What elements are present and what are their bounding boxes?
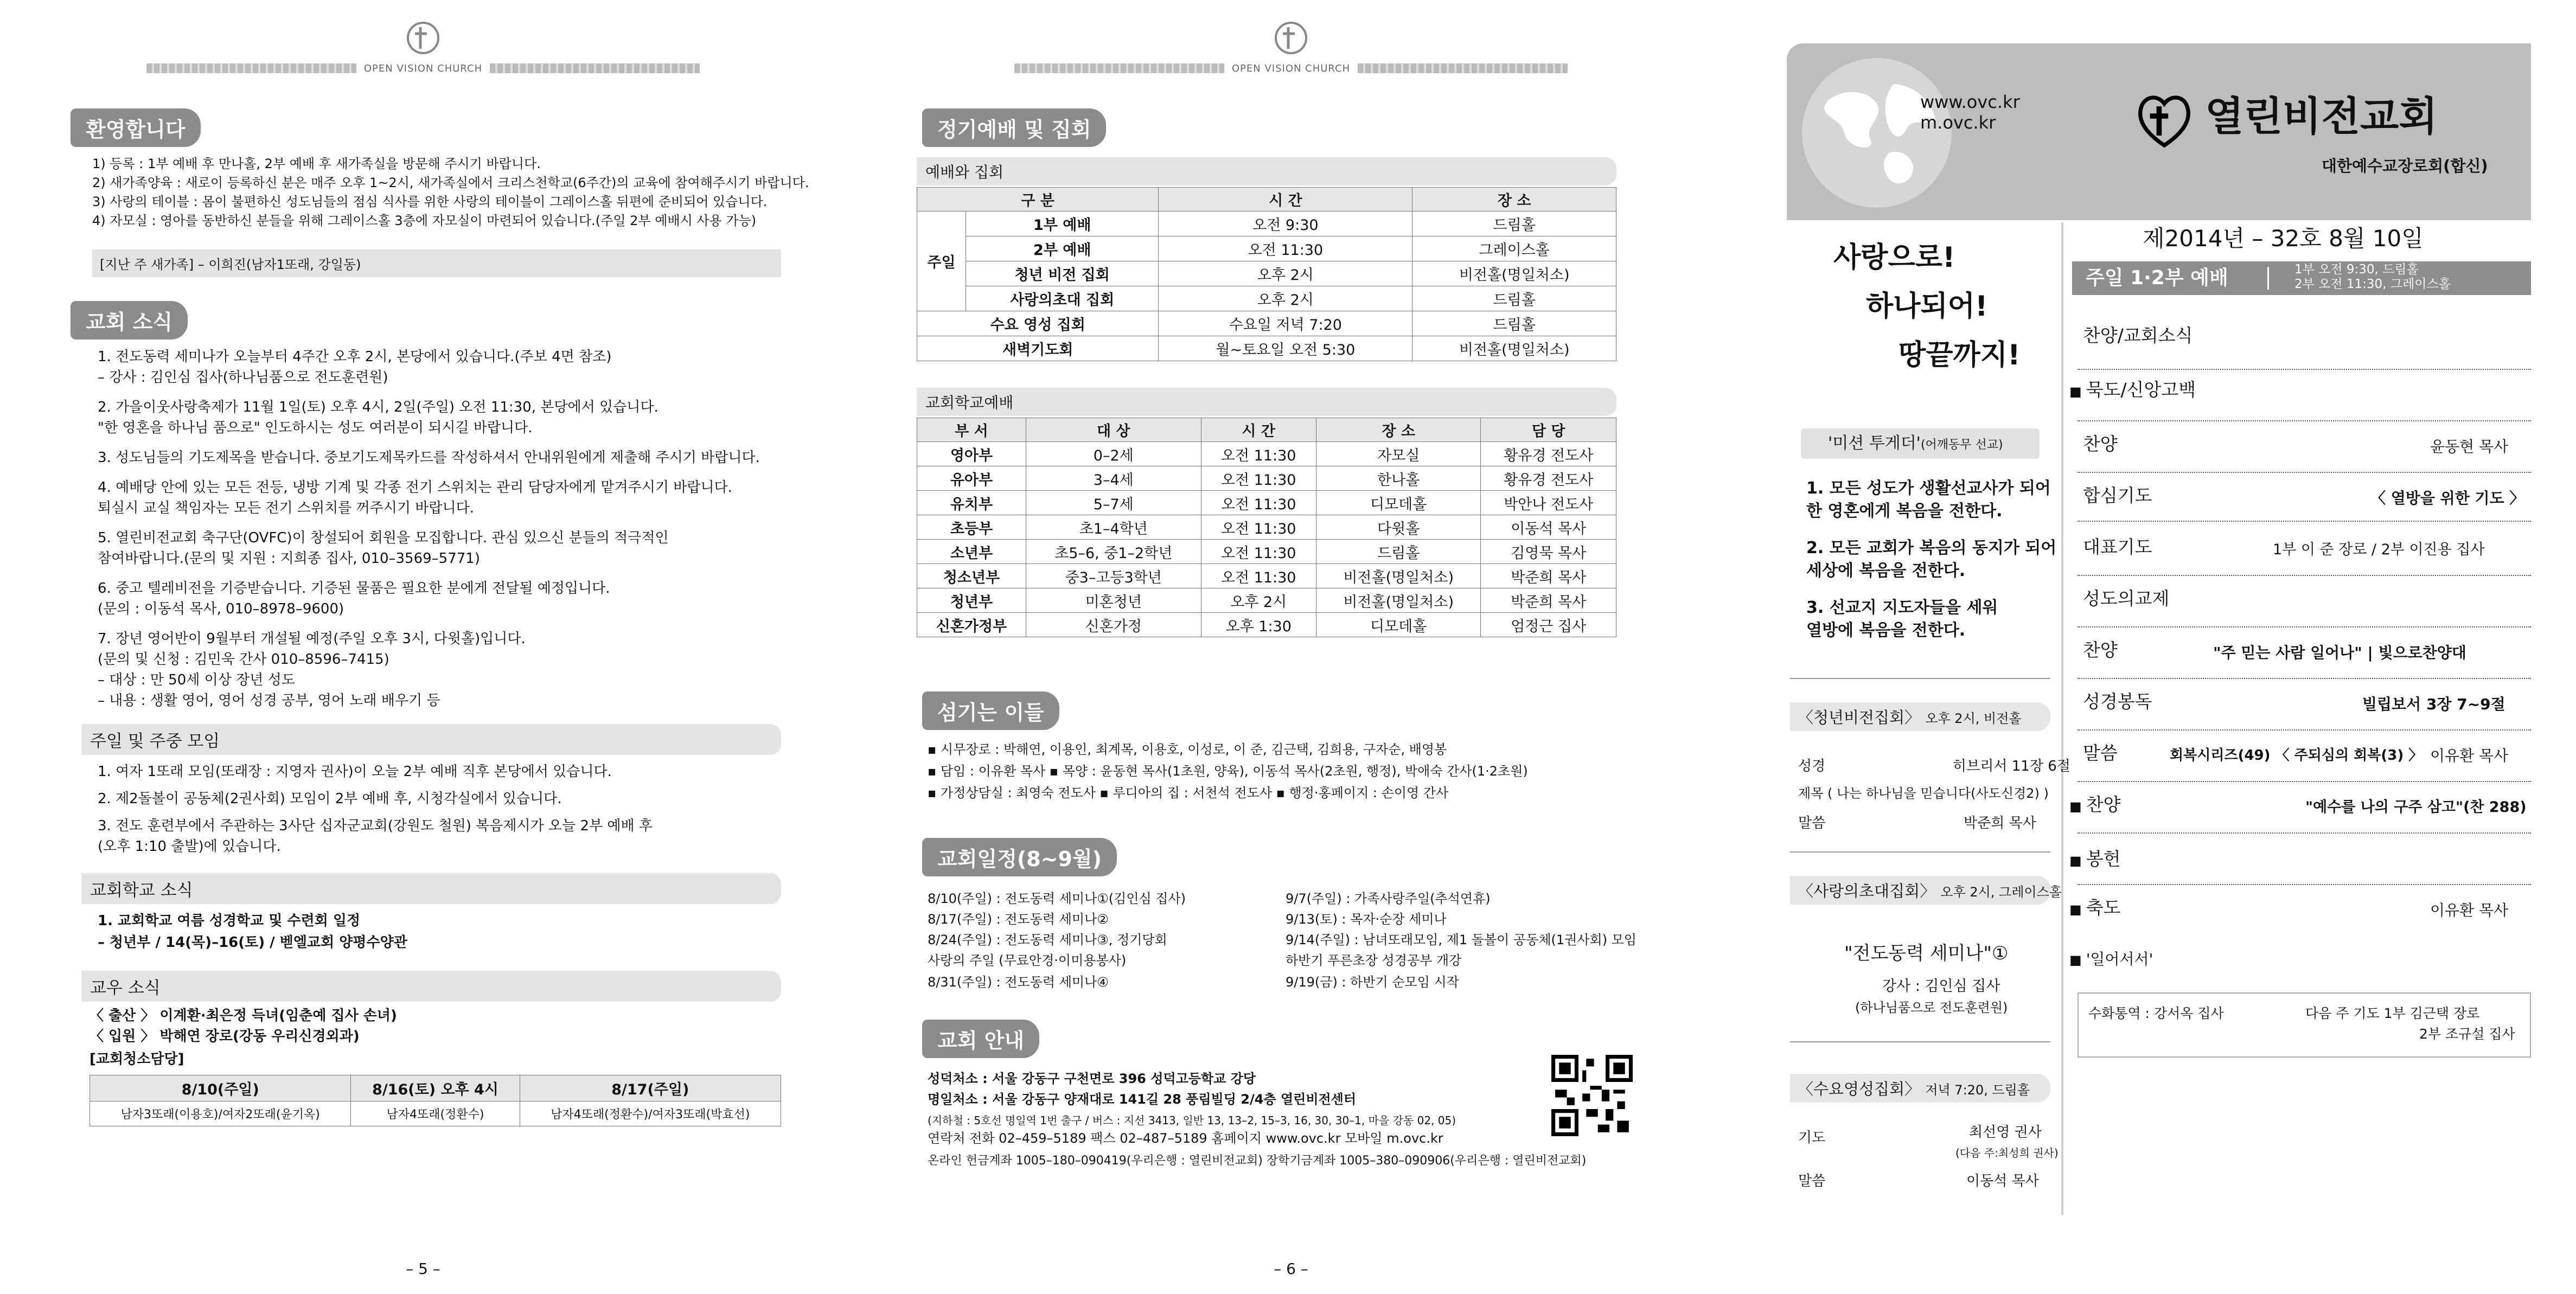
mission-line: 한 영혼에게 복음을 전한다.: [1806, 502, 2003, 521]
school-table: [917, 418, 1616, 637]
mission-title: [1828, 433, 2003, 455]
page-header: [868, 14, 1714, 79]
order-item: 합심기도: [2083, 485, 2152, 506]
new-family-box: [지난 주 새가족] – 이희진(남자1또래, 강일동): [92, 249, 781, 277]
divider: [1790, 678, 2050, 679]
order-divider: [2078, 472, 2531, 473]
school-cell: 오후 2시: [1201, 588, 1316, 613]
news-line: "한 영혼을 하나님 품으로" 인도하시는 성도 여러분이 되시길 바랍니다.: [98, 420, 533, 436]
welcome-line: 1) 등록 : 1부 예배 후 만나홀, 2부 예배 후 새가족실을 방문해 주시기 바랍니다.: [92, 156, 541, 171]
youth-value: 박준희 목사: [1964, 815, 2036, 831]
servant-line: ▪ 가정상담실 : 최영숙 전도사 ▪ 루디아의 집 : 서천석 전도사 ▪ 행정·홍페이지 : 손이영 간사: [928, 785, 1449, 800]
worship-place: 비전홀(명일처소): [1412, 261, 1616, 286]
order-item: 찬양: [2083, 639, 2118, 661]
vertical-divider: [2061, 222, 2063, 1215]
school-cell: 다윗홀: [1316, 515, 1481, 540]
school-cell: 오전 11:30: [1201, 564, 1316, 588]
guide-line: 명일처소 : 서울 강동구 양재대로 141길 28 풍림빌딩 2/4층 열린비전센터: [928, 1092, 1357, 1107]
order-item: 성도의교제: [2083, 588, 2170, 609]
page-number: – 5 –: [406, 1260, 440, 1278]
order-divider: [2078, 781, 2531, 782]
service-divider: [2267, 267, 2269, 290]
news-line: (문의 및 신청 : 김민욱 간사 010–8596–7415): [98, 651, 389, 668]
church-logo-icon: [404, 19, 442, 57]
order-divider: [2078, 729, 2531, 731]
worship-table: [917, 187, 1616, 361]
issue-number: 제2014년 – 32호 8월 10일: [2143, 225, 2424, 252]
order-middle: "주 믿는 사람 일어나" | 빛으로찬양대: [2213, 644, 2466, 662]
youth-key: 제목 ( 나는 하나님을 믿습니다(사도신경2) ): [1798, 786, 2049, 801]
news-line: 1. 전도동력 세미나가 오늘부터 4주간 오후 2시, 본당에서 있습니다.(주보 4면 참조): [98, 349, 612, 365]
love-org: (하나님품으로 전도훈련원): [1855, 1000, 2008, 1015]
youth-value: 히브리서 11장 6절: [1953, 758, 2070, 774]
order-divider: [2078, 369, 2531, 370]
church-logo-icon: [1272, 19, 1310, 57]
section-title-news: 교회 소식: [71, 301, 188, 339]
mission-line: 1. 모든 성도가 생활선교사가 되어: [1806, 479, 2051, 498]
section-title-school: 교회학교 소식: [81, 873, 781, 904]
wednesday-title: 〈수요영성집회〉: [1798, 1080, 1921, 1098]
school-head: 시 간: [1201, 418, 1316, 442]
order-divider: [2078, 521, 2531, 522]
worship-time: 오전 11:30: [1159, 236, 1412, 261]
divider: [1790, 1041, 2050, 1042]
worship-time: 오전 9:30: [1159, 212, 1412, 236]
order-value: "예수를 나의 구주 삼고"(찬 288): [2305, 799, 2527, 816]
school-cell: 오전 11:30: [1201, 515, 1316, 540]
wednesday-header: [1790, 1074, 2050, 1103]
order-value: 빌립보서 3장 7~9절: [2362, 695, 2505, 713]
order-item: ■ 봉헌: [2069, 849, 2120, 871]
school-cell: 오전 11:30: [1201, 540, 1316, 564]
schedule-right-line: 9/14(주일) : 남녀또래모임, 제1 돌볼이 공동체(1권사회) 모임: [1286, 932, 1637, 947]
welcome-line: 3) 사랑의 테이블 : 몸이 불편하신 성도님들의 점심 식사를 위한 사랑의 테이블이 그레이스홀 뒤편에 준비되어 있습니다.: [92, 194, 768, 209]
section-title-worship: 정기예배 및 집회: [922, 108, 1106, 147]
worship-subtitle: 예배와 집회: [917, 157, 1616, 185]
clean-head: 8/17(주일): [520, 1075, 781, 1101]
love-message: "전도동력 세미나"①: [1844, 943, 2009, 964]
mobile-url[interactable]: m.ovc.kr: [1920, 112, 1996, 133]
slogan-line: 사랑으로!: [1833, 241, 1955, 274]
school-cell: 디모데홀: [1316, 613, 1481, 637]
church-name: 열린비전교회: [2205, 93, 2438, 140]
school-line: 1. 교회학교 여름 성경학교 및 수련회 일정: [98, 913, 361, 929]
wednesday-word-key: 말씀: [1798, 1173, 1826, 1189]
school-cell: 오전 11:30: [1201, 466, 1316, 491]
youth-key: 성경: [1798, 758, 1826, 774]
love-header: [1790, 876, 2062, 905]
weekday-line: (오후 1:10 출발)에 있습니다.: [98, 838, 281, 855]
guide-line: 연락처 전화 02–459–5189 팩스 02–487–5189 홈페이지 www.ovc.kr 모바일 m.ovc.kr: [928, 1131, 1443, 1146]
mission-title-text: '미션 투게더': [1828, 434, 1921, 453]
mission-subtitle: (어깨동무 선교): [1920, 438, 2003, 452]
school-cell: 디모데홀: [1316, 491, 1481, 515]
welcome-line: 2) 새가족양육 : 새로이 등록하신 분은 매주 오후 1~2시, 새가족실에서 크리스천학교(6주간)의 교육에 참여해주시기 바랍니다.: [92, 175, 809, 190]
school-cell: 김영묵 목사: [1481, 540, 1616, 564]
clean-cell: 남자4또래(정환수): [351, 1101, 520, 1126]
school-cell: 초1–4학년: [1026, 515, 1201, 540]
wednesday-pray-value: 최선영 권사: [1969, 1124, 2042, 1141]
news-line: 3. 성도님들의 기도제목을 받습니다. 중보기도제목카드를 작성하셔서 안내위원에게 제출해 주시기 바랍니다.: [98, 450, 760, 466]
school-head: 부 서: [917, 418, 1026, 442]
mission-line: 열방에 복음을 전한다.: [1806, 621, 1966, 640]
wednesday-pray-note: (다음 주:최성희 권사): [1955, 1146, 2059, 1160]
mission-line: 세상에 복음을 전한다.: [1806, 561, 1966, 580]
school-cell: 엄정근 집사: [1481, 613, 1616, 637]
schedule-right-line: 9/13(토) : 목자·순장 세미나: [1286, 912, 1447, 927]
worship-name: 1부 예배: [966, 212, 1159, 236]
order-item: ■ 축도: [2069, 898, 2120, 920]
school-cell: 5–7세: [1026, 491, 1201, 515]
slogan-line: 하나되어!: [1866, 290, 1988, 323]
order-value: 1부 이 준 장로 / 2부 이진용 집사: [2273, 541, 2485, 558]
guide-line: (지하철 : 5호선 명일역 1번 출구 / 버스 : 지선 3413, 일반 13, 13–2, 15–3, 16, 30, 30–1, 마을 강동 02, 05): [928, 1114, 1456, 1127]
youth-key: 말씀: [1798, 815, 1826, 831]
wednesday-pray-key: 기도: [1798, 1130, 1826, 1146]
love-title: 〈사랑의초대집회〉: [1798, 882, 1936, 900]
order-item: 찬양: [2083, 433, 2118, 454]
school-cell: 0–2세: [1026, 442, 1201, 466]
school-cell: 미혼청년: [1026, 588, 1201, 613]
school-cell: 초등부: [917, 515, 1026, 540]
page-number: – 6 –: [1274, 1260, 1308, 1278]
news-line: – 강사 : 김인심 집사(하나님품으로 전도훈련원): [98, 369, 388, 386]
worship-place: 드림홀: [1412, 212, 1616, 236]
order-value: 〈 열방을 위한 기도 〉: [2370, 489, 2525, 507]
member-line: 〈 입원 〉 박해연 장로(강동 우리신경외과): [90, 1028, 360, 1045]
worship-name: 수요 영성 집회: [917, 311, 1159, 336]
youth-time: 오후 2시, 비전홀: [1925, 711, 2022, 726]
youth-title: 〈청년비전집회〉: [1798, 708, 1921, 727]
weekday-line: 3. 전도 훈련부에서 주관하는 3사단 십자군교회(강원도 철원) 복음제시가 오늘 2부 예배 후: [98, 818, 653, 834]
section-title-weekday: 주일 및 주중 모임: [81, 724, 781, 755]
school-cell: 유아부: [917, 466, 1026, 491]
service-time-1: 1부 오전 9:30, 드림홀: [2294, 262, 2419, 277]
clean-head: 8/16(토) 오후 4시: [351, 1075, 520, 1101]
section-title-servants: 섬기는 이들: [922, 691, 1059, 730]
mission-line: 3. 선교지 지도자들을 세워: [1806, 598, 1998, 617]
header-church-name: OPEN VISION CHURCH: [1231, 62, 1351, 74]
school-cell: 소년부: [917, 540, 1026, 564]
worship-time: 수요일 저녁 7:20: [1159, 311, 1412, 336]
servant-line: ▪ 시무장로 : 박해연, 이용인, 최계목, 이용호, 이성로, 이 준, 김근택, 김희용, 구자순, 배영봉: [928, 742, 1447, 757]
school-cell: 청소년부: [917, 564, 1026, 588]
school-cell: 초5–6, 중1–2학년: [1026, 540, 1201, 564]
school-cell: 황유경 전도사: [1481, 466, 1616, 491]
school-cell: 이동석 목사: [1481, 515, 1616, 540]
worship-head: 장 소: [1412, 188, 1616, 212]
news-line: 4. 예배당 안에 있는 모든 전등, 냉방 기계 및 각종 전기 스위치는 관리 담당자에게 맡겨주시기 바랍니다.: [98, 479, 732, 496]
school-cell: 비전홀(명일처소): [1316, 564, 1481, 588]
service-time-2: 2부 오전 11:30, 그레이스홀: [2294, 277, 2451, 291]
school-cell: 드림홀: [1316, 540, 1481, 564]
news-line: 퇴실시 교실 책임자는 모든 전기 스위치를 꺼주시기 바랍니다.: [98, 500, 475, 516]
school-head: 장 소: [1316, 418, 1481, 442]
section-title-schedule: 교회일정(8~9월): [922, 838, 1117, 876]
school-cell: 유치부: [917, 491, 1026, 515]
news-line: – 내용 : 생활 영어, 영어 성경 공부, 영어 노래 배우기 등: [98, 693, 440, 709]
header-church-name: OPEN VISION CHURCH: [363, 62, 483, 74]
news-line: – 대상 : 만 50세 이상 장년 성도: [98, 672, 295, 688]
order-item: ■ '일어서서': [2069, 949, 2153, 970]
order-divider: [2078, 678, 2531, 679]
worship-time: 오후 2시: [1159, 286, 1412, 311]
school-cell: 영아부: [917, 442, 1026, 466]
divider: [1790, 851, 2050, 853]
worship-place: 드림홀: [1412, 286, 1616, 311]
clean-head: 8/10(주일): [90, 1075, 351, 1101]
qr-code-icon: [1551, 1055, 1633, 1136]
schedule-left-line: 8/10(주일) : 전도동력 세미나①(김인심 집사): [928, 891, 1186, 906]
school-cell: 청년부: [917, 588, 1026, 613]
schedule-left-line: 사랑의 주일 (무료안경·이미용봉사): [928, 953, 1127, 968]
service-label: 주일 1·2부 예배: [2086, 267, 2228, 289]
school-cell: 3–4세: [1026, 466, 1201, 491]
youth-header: [1790, 702, 2050, 731]
worship-name: 새벽기도회: [917, 336, 1159, 361]
clean-title: [교회청소담당]: [90, 1051, 184, 1067]
news-line: 6. 중고 텔레비전을 기증받습니다. 기증된 물품은 필요한 분에게 전달될 예정입니다.: [98, 580, 610, 597]
order-middle: 회복시리즈(49) 〈 주되심의 회복(3) 〉: [2170, 747, 2423, 764]
order-divider: [2078, 884, 2531, 885]
order-divider: [2078, 420, 2531, 421]
school-worship-subtitle: 교회학교예배: [917, 388, 1616, 416]
schedule-right-line: 9/19(금) : 하반기 순모임 시작: [1286, 975, 1459, 990]
school-line: – 청년부 / 14(목)–16(토) / 벧엘교회 양평수양관: [98, 934, 407, 951]
order-divider: [2078, 626, 2531, 627]
school-cell: 오후 1:30: [1201, 613, 1316, 637]
worship-place: 비전홀(명일처소): [1412, 336, 1616, 361]
worship-time: 오후 2시: [1159, 261, 1412, 286]
schedule-right-line: 9/7(주일) : 가족사랑주일(추석연휴): [1286, 891, 1491, 906]
schedule-left-line: 8/17(주일) : 전도동력 세미나②: [928, 912, 1109, 927]
order-value: 윤동현 목사: [2430, 438, 2509, 456]
worship-name: 사랑의초대 집회: [966, 286, 1159, 311]
wednesday-time: 저녁 7:20, 드림홀: [1925, 1082, 2030, 1098]
order-item: 찬양/교회소식: [2083, 325, 2193, 346]
order-value: 이유환 목사: [2430, 901, 2509, 919]
news-line: 7. 장년 영어반이 9월부터 개설될 예정(주일 오후 3시, 다윗홀)입니다.: [98, 631, 526, 647]
school-cell: 오전 11:30: [1201, 442, 1316, 466]
worship-head: 시 간: [1159, 188, 1412, 212]
school-cell: 황유경 전도사: [1481, 442, 1616, 466]
order-divider: [2078, 832, 2531, 834]
sunday-label: 주일: [917, 212, 966, 311]
worship-place: 그레이스홀: [1412, 236, 1616, 261]
order-item: 말씀: [2083, 742, 2118, 764]
schedule-right-line: 하반기 푸른초장 성경공부 개강: [1286, 953, 1462, 968]
love-time: 오후 2시, 그레이스홀: [1940, 885, 2062, 900]
member-line: 〈 출산 〉 이계환·최은정 득녀(임춘예 집사 손녀): [90, 1008, 397, 1024]
page-5: [0, 0, 846, 1294]
section-title-member: 교우 소식: [81, 971, 781, 1002]
section-title-guide: 교회 안내: [922, 1020, 1039, 1058]
worship-name: 2부 예배: [966, 236, 1159, 261]
weekday-line: 1. 여자 1또래 모임(또래장 : 지영자 권사)이 오늘 2부 예배 직후 본당에서 있습니다.: [98, 764, 612, 780]
order-item: ■ 찬양: [2069, 795, 2120, 817]
mission-line: 2. 모든 교회가 복음의 동지가 되어: [1806, 539, 2057, 558]
order-divider: [2078, 575, 2531, 576]
school-cell: 신혼가정부: [917, 613, 1026, 637]
guide-line: 성덕처소 : 서울 강동구 구천면로 396 성덕고등학교 강당: [928, 1071, 1256, 1086]
school-cell: 한나홀: [1316, 466, 1481, 491]
website-url[interactable]: www.ovc.kr: [1920, 92, 2020, 112]
denomination: 대한예수교장로회(합신): [2322, 157, 2488, 175]
schedule-left-line: 8/24(주일) : 전도동력 세미나③, 정기당회: [928, 932, 1167, 947]
wednesday-word-value: 이동석 목사: [1966, 1173, 2039, 1189]
news-line: 2. 가을이웃사랑축제가 11월 1일(토) 오후 4시, 2일(주일) 오전 11:30, 본당에서 있습니다.: [98, 399, 659, 415]
globe-icon: [1795, 52, 1958, 214]
school-cell: 오전 11:30: [1201, 491, 1316, 515]
school-head: 담 당: [1481, 418, 1616, 442]
worship-place: 드림홀: [1412, 311, 1616, 336]
cleaning-table: [90, 1075, 781, 1126]
news-line: 5. 열린비전교회 축구단(OVFC)이 창설되어 회원을 모집합니다. 관심 있으신 분들의 적극적인: [98, 530, 669, 546]
school-cell: 비전홀(명일처소): [1316, 588, 1481, 613]
worship-head: 구 분: [917, 188, 1159, 212]
page-6: [868, 0, 1714, 1294]
footer-interpreter: 수화통역 : 강서옥 집사: [2088, 1005, 2224, 1021]
church-logo-icon: [2132, 87, 2197, 152]
school-head: 대 상: [1026, 418, 1201, 442]
school-cell: 자모실: [1316, 442, 1481, 466]
footer-next-prayer-2: 2부 조규설 집사: [2419, 1026, 2515, 1042]
servant-line: ▪ 담임 : 이유환 목사 ▪ 목양 : 윤동현 목사(1초원, 양육), 이동석 목사(2초원, 행정), 박애숙 간사(1·2초원): [928, 764, 1528, 779]
news-line: (문의 : 이동석 목사, 010–8978–9600): [98, 601, 344, 617]
page-header: [0, 14, 846, 79]
order-item: 성경봉독: [2083, 691, 2152, 712]
guide-line: 온라인 헌금계좌 1005–180–090419(우리은행 : 열린비전교회) 장학기금계좌 1005–380–090906(우리은행 : 열린비전교회): [928, 1154, 1587, 1168]
love-speaker: 강사 : 김인심 집사: [1882, 978, 2000, 995]
school-cell: 박안나 전도사: [1481, 491, 1616, 515]
school-cell: 신혼가정: [1026, 613, 1201, 637]
school-cell: 박준희 목사: [1481, 564, 1616, 588]
welcome-line: 4) 자모실 : 영아를 동반하신 분들을 위해 그레이스홀 3층에 자모실이 마련되어 있습니다.(주일 2부 예배시 사용 가능): [92, 213, 757, 228]
slogan-line: 땅끝까지!: [1899, 339, 2021, 371]
news-line: 참여바랍니다.(문의 및 지원 : 지희종 집사, 010–3569–5771): [98, 550, 480, 567]
schedule-left-line: 8/31(주일) : 전도동력 세미나④: [928, 975, 1109, 990]
worship-time: 월~토요일 오전 5:30: [1159, 336, 1412, 361]
section-title-welcome: 환영합니다: [71, 108, 201, 147]
order-item: 대표기도: [2083, 536, 2152, 558]
footer-next-prayer-1: 다음 주 기도 1부 김근택 장로: [2305, 1005, 2480, 1021]
clean-cell: 남자4또래(정환수)/여자3또래(박효선): [520, 1101, 781, 1126]
order-item: ■ 묵도/신앙고백: [2069, 380, 2196, 402]
school-cell: 중3–고등3학년: [1026, 564, 1201, 588]
order-value: 이유환 목사: [2430, 747, 2509, 765]
clean-cell: 남자3또래(이용호)/여자2또래(윤기옥): [90, 1101, 351, 1126]
school-cell: 박준희 목사: [1481, 588, 1616, 613]
worship-name: 청년 비전 집회: [966, 261, 1159, 286]
weekday-line: 2. 제2돌볼이 공동체(2권사회) 모임이 2부 예배 후, 시청각실에서 있습니다.: [98, 791, 562, 807]
